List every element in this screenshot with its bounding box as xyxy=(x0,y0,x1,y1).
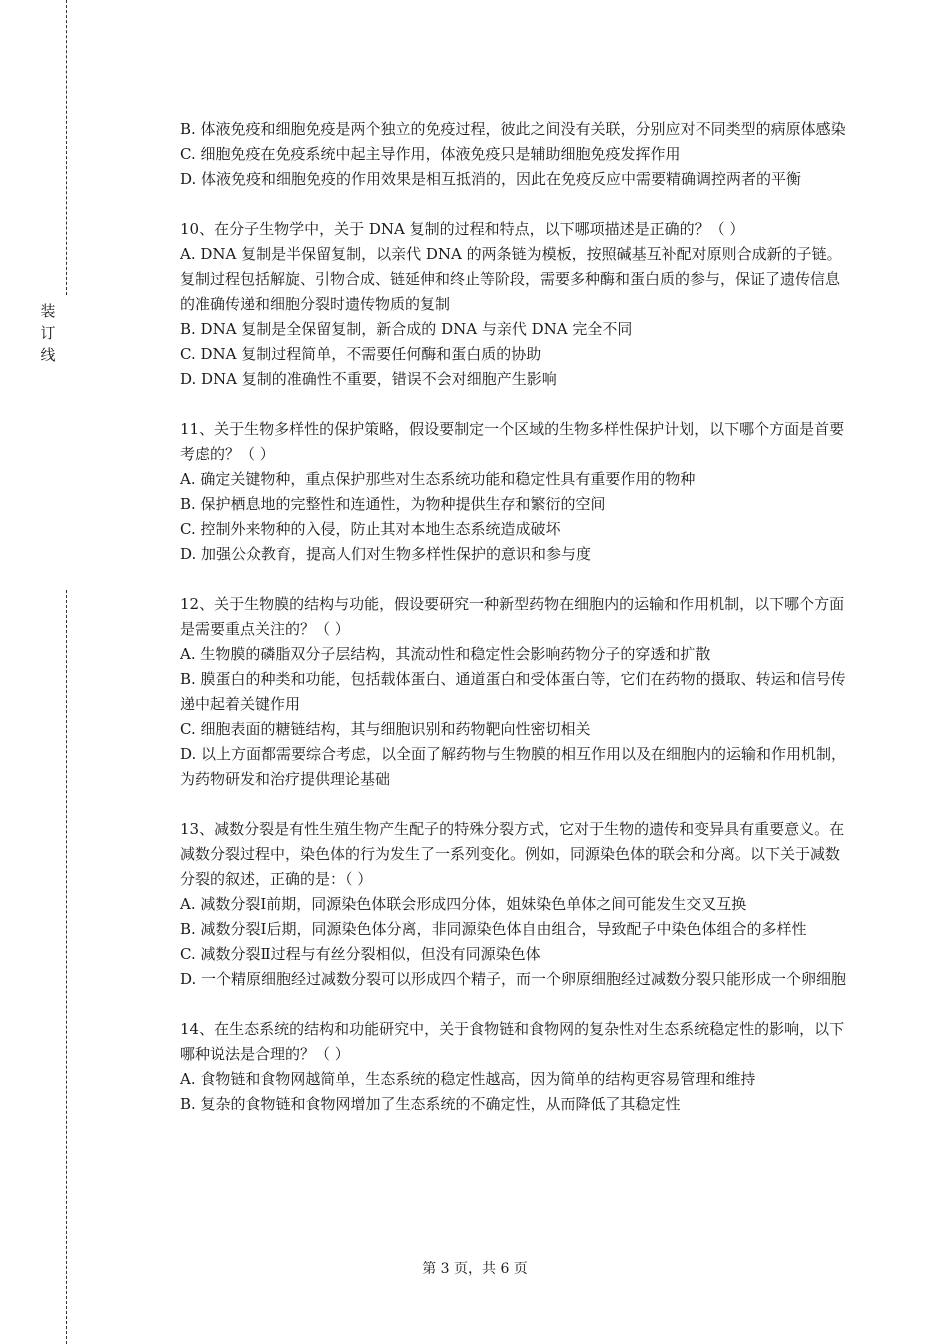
question-10 xyxy=(180,217,850,392)
option-b: B. DNA 复制是全保留复制，新合成的 DNA 与亲代 DNA 完全不同 xyxy=(180,320,633,338)
binding-dashed-line-top xyxy=(66,0,67,295)
question-stem: 13、减数分裂是有性生殖生物产生配子的特殊分裂方式，它对于生物的遗传和变异具有重要意义。在减数分裂过程中，染色体的行为发生了一系列变化。例如，同源染色体的联会和分离。以下关于减数分裂的叙述，正确的是：（ ） xyxy=(180,820,845,888)
binding-char: 订 xyxy=(40,324,56,342)
question-13 xyxy=(180,817,850,992)
option-c: C. DNA 复制过程简单，不需要任何酶和蛋白质的协助 xyxy=(180,345,542,363)
question-12 xyxy=(180,592,850,792)
question-9-continued xyxy=(180,117,850,192)
option-d: D. 以上方面都需要综合考虑，以全面了解药物与生物膜的相互作用以及在细胞内的运输和作用机制，为药物研发和治疗提供理论基础 xyxy=(180,745,847,788)
option-c: C. 减数分裂Ⅱ过程与有丝分裂相似，但没有同源染色体 xyxy=(180,945,541,963)
option-d: D. 加强公众教育，提高人们对生物多样性保护的意识和参与度 xyxy=(180,545,592,563)
option-b: B. 保护栖息地的完整性和连通性，为物种提供生存和繁衍的空间 xyxy=(180,495,606,513)
option-b: B. 体液免疫和细胞免疫是两个独立的免疫过程，彼此之间没有关联，分别应对不同类型的病原体感染 xyxy=(180,120,846,138)
option-a: A. DNA 复制是半保留复制，以亲代 DNA 的两条链为模板，按照碱基互补配对原则合成新的子链。复制过程包括解旋、引物合成、链延伸和终止等阶段，需要多种酶和蛋白质的参与，保证了遗传信息的准确传递和细胞分裂时遗传物质的复制 xyxy=(180,245,842,313)
option-c: C. 细胞表面的糖链结构，其与细胞识别和药物靶向性密切相关 xyxy=(180,720,591,738)
option-a: A. 确定关键物种，重点保护那些对生态系统功能和稳定性具有重要作用的物种 xyxy=(180,470,696,488)
option-a: A. 生物膜的磷脂双分子层结构，其流动性和稳定性会影响药物分子的穿透和扩散 xyxy=(180,645,711,663)
question-stem: 11、关于生物多样性的保护策略，假设要制定一个区域的生物多样性保护计划，以下哪个方面是首要考虑的？（ ） xyxy=(180,420,845,463)
option-b: B. 复杂的食物链和食物网增加了生态系统的不确定性，从而降低了其稳定性 xyxy=(180,1095,681,1113)
option-d: D. 一个精原细胞经过减数分裂可以形成四个精子，而一个卵原细胞经过减数分裂只能形成一个卵细胞 xyxy=(180,970,847,988)
option-c: C. 细胞免疫在免疫系统中起主导作用，体液免疫只是辅助细胞免疫发挥作用 xyxy=(180,145,681,163)
binding-char: 线 xyxy=(40,346,56,364)
question-11 xyxy=(180,417,850,567)
binding-dashed-line-bottom xyxy=(66,590,67,1344)
page-footer: 第 3 页，共 6 页 xyxy=(422,1261,528,1277)
binding-label xyxy=(38,300,58,366)
question-14 xyxy=(180,1017,850,1117)
option-c: C. 控制外来物种的入侵，防止其对本地生态系统造成破坏 xyxy=(180,520,561,538)
option-a: A. 减数分裂Ⅰ前期，同源染色体联会形成四分体，姐妹染色单体之间可能发生交叉互换 xyxy=(180,895,747,913)
question-content xyxy=(180,117,850,1142)
option-b: B. 减数分裂Ⅰ后期，同源染色体分离，非同源染色体自由组合，导致配子中染色体组合的多样性 xyxy=(180,920,807,938)
question-stem: 10、在分子生物学中，关于 DNA 复制的过程和特点，以下哪项描述是正确的？（ ） xyxy=(180,220,745,238)
option-d: D. DNA 复制的准确性不重要，错误不会对细胞产生影响 xyxy=(180,370,557,388)
question-stem: 14、在生态系统的结构和功能研究中，关于食物链和食物网的复杂性对生态系统稳定性的影响，以下哪种说法是合理的？（ ） xyxy=(180,1020,845,1063)
option-d: D. 体液免疫和细胞免疫的作用效果是相互抵消的，因此在免疫反应中需要精确调控两者的平衡 xyxy=(180,170,802,188)
option-b: B. 膜蛋白的种类和功能，包括载体蛋白、通道蛋白和受体蛋白等，它们在药物的摄取、转运和信号传递中起着关键作用 xyxy=(180,670,846,713)
binding-char: 装 xyxy=(40,302,56,320)
option-a: A. 食物链和食物网越简单，生态系统的稳定性越高，因为简单的结构更容易管理和维持 xyxy=(180,1070,756,1088)
question-stem: 12、关于生物膜的结构与功能，假设要研究一种新型药物在细胞内的运输和作用机制，以下哪个方面是需要重点关注的？（ ） xyxy=(180,595,845,638)
